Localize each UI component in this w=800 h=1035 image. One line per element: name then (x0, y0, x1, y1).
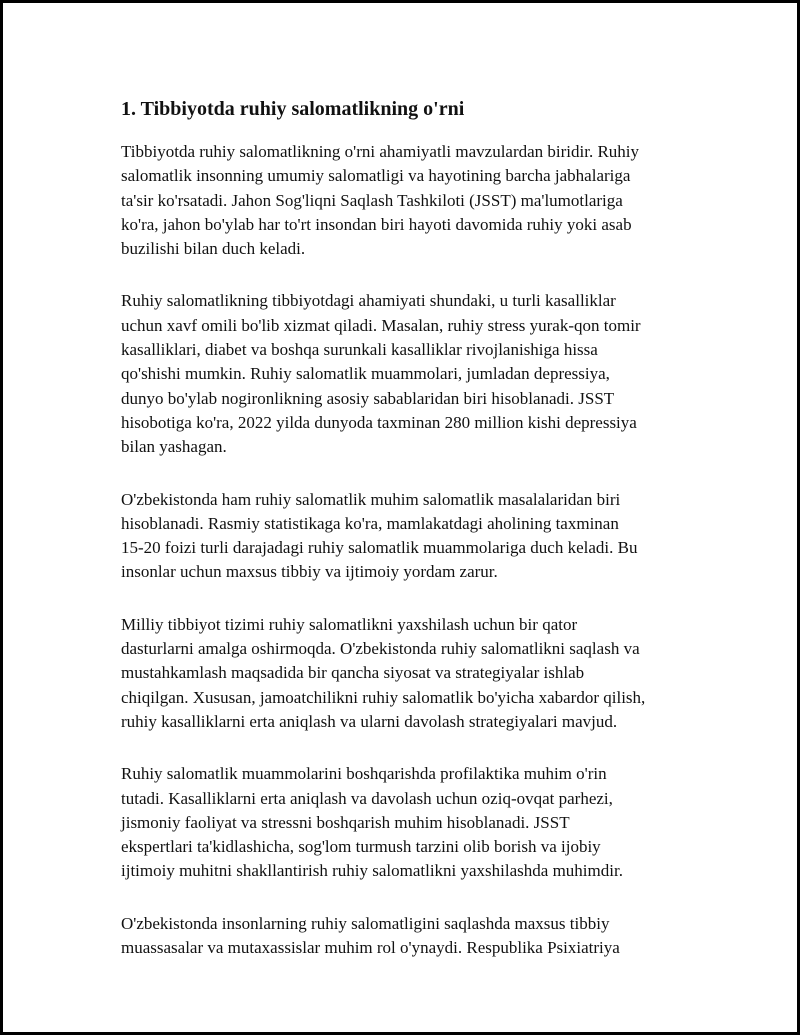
text-line: ijtimoiy muhitni shakllantirish ruhiy salomatlikni yaxshilashda muhimdir. (121, 861, 623, 881)
text-line: jismoniy faoliyat va stressni boshqarish muhim hisoblanadi. JSST (121, 812, 570, 832)
text-line: mustahkamlash maqsadida bir qancha siyosat va strategiyalar ishlab (121, 663, 585, 683)
text-line: salomatlik insonning umumiy salomatligi va hayotining barcha jabhalariga (121, 166, 631, 186)
text-line: ekspertlari ta'kidlashicha, sog'lom turmush tarzini olib borish va ijobiy (121, 837, 601, 857)
text-line: insonlar uchun maxsus tibbiy va ijtimoiy yordam zarur. (121, 562, 498, 582)
text-line: muassasalar va mutaxassislar muhim rol o'ynaydi. Respublika Psixiatriya (121, 938, 620, 958)
text-line: dunyo bo'ylab nogironlikning asosiy sabablaridan biri hisoblanadi. JSST (121, 388, 615, 408)
text-line: Milliy tibbiyot tizimi ruhiy salomatlikni yaxshilash uchun bir qator (121, 614, 578, 634)
text-line: uchun xavf omili bo'lib xizmat qiladi. Masalan, ruhiy stress yurak-qon tomir (121, 315, 641, 335)
text-line: tutadi. Kasalliklarni erta aniqlash va davolash uchun oziq-ovqat parhezi, (121, 788, 613, 808)
text-line: dasturlarni amalga oshirmoqda. O'zbekistonda ruhiy salomatlikni saqlash va (121, 639, 640, 659)
paragraph-3 (121, 488, 696, 585)
text-line: Ruhiy salomatlikning tibbiyotdagi ahamiyati shundaki, u turli kasalliklar (121, 291, 616, 311)
paragraph-6 (121, 912, 696, 961)
text-line: hisoblanadi. Rasmiy statistikaga ko'ra, mamlakatdagi aholining taxminan (121, 513, 619, 533)
text-line: bilan yashagan. (121, 437, 227, 457)
text-line: 15-20 foizi turli darajadagi ruhiy salomatlik muammolariga duch keladi. Bu (121, 538, 638, 558)
text-line: qo'shishi mumkin. Ruhiy salomatlik muammolari, jumladan depressiya, (121, 364, 610, 384)
text-line: chiqilgan. Xususan, jamoatchilikni ruhiy salomatlik bo'yicha xabardor qilish, (121, 687, 646, 707)
text-line: kasalliklari, diabet va boshqa surunkali kasalliklar rivojlanishiga hissa (121, 340, 598, 360)
paragraph-2 (121, 289, 696, 459)
text-line: buzilishi bilan duch keladi. (121, 239, 306, 259)
paragraph-1 (121, 140, 696, 261)
text-line: ruhiy kasalliklarni erta aniqlash va ularni davolash strategiyalari mavjud. (121, 711, 618, 731)
text-line: Tibbiyotda ruhiy salomatlikning o'rni ahamiyatli mavzulardan biridir. Ruhiy (121, 142, 640, 161)
document-body (121, 96, 696, 988)
text-line: O'zbekistonda ham ruhiy salomatlik muhim salomatlik masalalaridan biri (121, 489, 621, 509)
section-heading: 1. Tibbiyotda ruhiy salomatlikning o'rni (121, 98, 465, 120)
text-line: Ruhiy salomatlik muammolarini boshqarishda profilaktika muhim o'rin (121, 764, 607, 784)
paragraph-4 (121, 613, 696, 734)
text-line: ta'sir ko'rsatadi. Jahon Sog'liqni Saqlash Tashkiloti (JSST) ma'lumotlariga (121, 190, 623, 210)
text-line: ko'ra, jahon bo'ylab har to'rt insondan biri hayoti davomida ruhiy yoki asab (121, 214, 632, 234)
text-line: hisobotiga ko'ra, 2022 yilda dunyoda taxminan 280 million kishi depressiya (121, 412, 637, 432)
text-line: O'zbekistonda insonlarning ruhiy salomatligini saqlashda maxsus tibbiy (121, 913, 610, 933)
paragraph-5 (121, 762, 696, 883)
